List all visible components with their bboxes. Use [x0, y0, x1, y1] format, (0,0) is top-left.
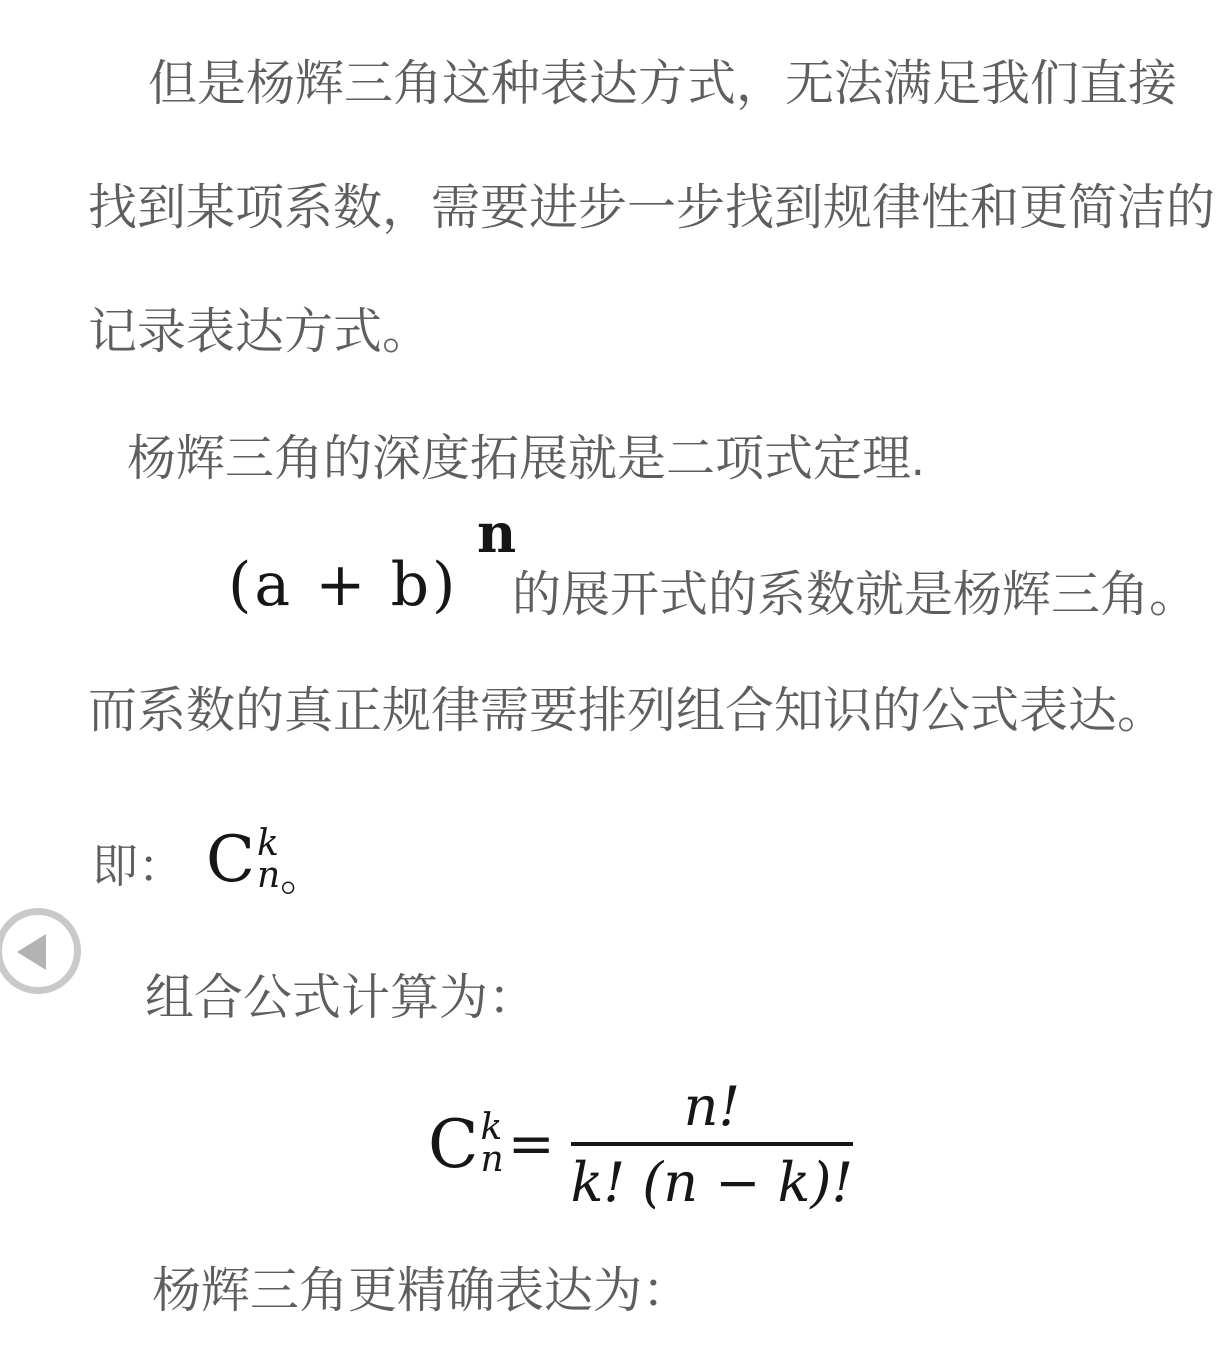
back-arrow-icon: [17, 934, 46, 970]
paragraph-1-line-3: 记录表达方式。: [88, 305, 432, 359]
notation-prefix: 即：: [92, 840, 184, 892]
formula-lhs: [428, 1106, 504, 1184]
notation-line: [92, 823, 325, 900]
binomial-exponent: n: [477, 501, 517, 565]
paragraph-1-line-1: 但是杨辉三角这种表达方式，无法满足我们直接: [148, 57, 1178, 111]
combination-c: C: [206, 823, 255, 897]
combination-subscript: n: [256, 855, 281, 897]
formula-subscript: n: [480, 1139, 504, 1181]
paragraph-1-line-2: 找到某项系数，需要进步一步找到规律性和更简洁的: [88, 181, 1216, 235]
binomial-expression: (a + b): [228, 550, 459, 620]
fraction-denominator: k! (n − k)!: [570, 1151, 854, 1215]
combination-superscript: k: [256, 823, 279, 864]
equals-sign: =: [507, 1112, 555, 1178]
paragraph-4: 组合公式计算为：: [145, 971, 538, 1025]
formula-c: C: [428, 1106, 479, 1184]
combination-formula: [428, 1076, 853, 1214]
combination-scripts: [256, 823, 281, 897]
combination-symbol: [206, 823, 281, 897]
paragraph-5: 杨辉三角更精确表达为：: [152, 1264, 692, 1318]
fraction-numerator: n!: [571, 1076, 854, 1146]
binomial-suffix-text: 的展开式的系数就是杨辉三角。: [512, 568, 1199, 622]
fraction: [571, 1076, 854, 1214]
paragraph-3: 而系数的真正规律需要排列组合知识的公式表达。: [88, 684, 1167, 738]
formula-superscript: k: [480, 1107, 503, 1149]
notation-period: 。: [280, 851, 325, 900]
back-button[interactable]: [0, 908, 81, 994]
paragraph-2: 杨辉三角的深度拓展就是二项式定理.: [127, 432, 925, 486]
formula-scripts: [480, 1107, 504, 1181]
